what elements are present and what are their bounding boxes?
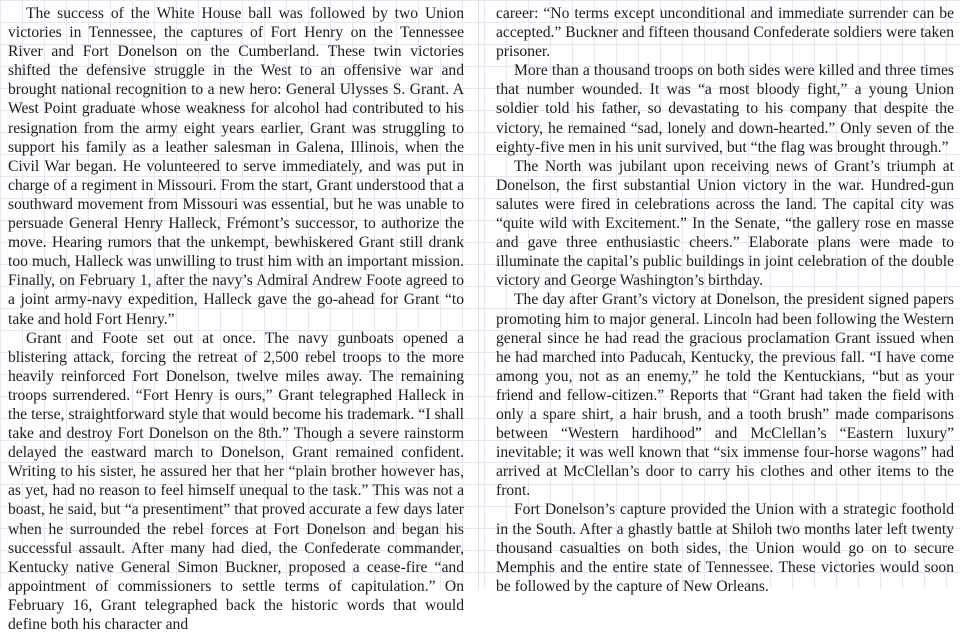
paragraph-strategic-foothold: Fort Donelson’s capture provided the Union with a strategic foothold in the South. After a ghastly battle at Shiloh two months later left twenty thousand casualties on both sides, the Union would go on to secure Memphis and the entire state of Tennessee. These victories would soon be followed by the capture of New Orleans. bbox=[496, 501, 954, 595]
paragraph-north-jubilant: The North was jubilant upon receiving news of Grant’s triumph at Donelson, the first substantial Union victory in the war. Hundred-gun salutes were fired in celebrations across the land. The capital city was “quite wild with Excitement.” In the Senate, “the gallery rose en masse and gave three enthusiastic cheers.” Elaborate plans were made to illuminate the capital’s public buildings in joint celebration of the double victory and George Washington’s birthday. bbox=[496, 157, 954, 290]
right-column bbox=[496, 4, 954, 595]
left-column bbox=[8, 4, 464, 633]
paragraph-casualties: More than a thousand troops on both sides were killed and three times that number wounded. It was “a most bloody fight,” a young Union soldier told his father, so devastating to his company that despite the victory, he remained “sad, lonely and down-hearted.” Only seven of the eighty-five men in his unit survived, but “the flag was brought through.” bbox=[496, 62, 954, 156]
paragraph-white-house-ball: The success of the White House ball was followed by two Union victories in Tennessee, the captures of Fort Henry on the Tennessee River and Fort Donelson on the Cumberland. These twin victories shifted the defensive struggle in the West to an offensive war and brought national recognition to a new hero: General Ulysses S. Grant. A West Point graduate whose weakness for alcohol had contributed to his resignation from the army eight years earlier, Grant was struggling to support his family as a leather salesman in Galena, Illinois, when the Civil War began. He volunteered to serve immediately, and was put in charge of a regiment in Missouri. From the start, Grant understood that a southward movement from Missouri was essential, but he was unable to persuade General Henry Halleck, Frémont’s successor, to authorize the move. Hearing rumors that the unkempt, bewhiskered Grant still drank too much, Halleck was unwilling to trust him with an important mission. Finally, on February 1, after the navy’s Admiral Andrew Foote agreed to a joint army-navy expedition, Halleck gave the go-ahead for Grant “to take and hold Fort Henry.” bbox=[8, 5, 464, 328]
column-gutter bbox=[478, 0, 479, 589]
paragraph-promotion: The day after Grant’s victory at Donelson, the president signed papers promoting him to major general. Lincoln had been following the Western general since he had read the gracious proclamation Grant issued when he had marched into Paducah, Kentucky, the previous fall. “I have come among you, not as an enemy,” he told the Kentuckians, “but as your friend and fellow-citizen.” Reports that “Grant had taken the field with only a spare shirt, a hair brush, and a tooth brush” made comparisons between “Western hardihood” and McClellan’s “Eastern luxury” inevitable; it was well known that “six immense four-horse wagons” had arrived at McClellan’s door to carry his clothes and other items to the front. bbox=[496, 291, 954, 500]
paragraph-continued-surrender: career: “No terms except unconditional and immediate surrender can be accepted.” Buckner and fifteen thousand Confederate soldiers were taken prisoner. bbox=[496, 5, 954, 61]
paragraph-grant-and-foote: Grant and Foote set out at once. The navy gunboats opened a blistering attack, forcing the retreat of 2,500 rebel troops to the more heavily reinforced Fort Donelson, twelve miles away. The remaining troops surrendered. “Fort Henry is ours,” Grant telegraphed Halleck in the terse, straightforward style that would become his trademark. “I shall take and destroy Fort Donelson on the 8th.” Though a severe rainstorm delayed the eastward march to Donelson, Grant remained confident. Writing to his sister, he assured her that her “plain brother however has, as yet, had no reason to feel himself unequal to the task.” This was not a boast, he said, but “a presentiment” that proved accurate a few days later when he surrounded the rebel forces at Fort Donelson and began his successful assault. After many had died, the Confederate commander, Kentucky native General Simon Buckner, proposed a cease-fire “and appointment of commissioners to settle terms of capitulation.” On February 16, Grant telegraphed back the historic words that would define both his character and bbox=[8, 329, 464, 633]
